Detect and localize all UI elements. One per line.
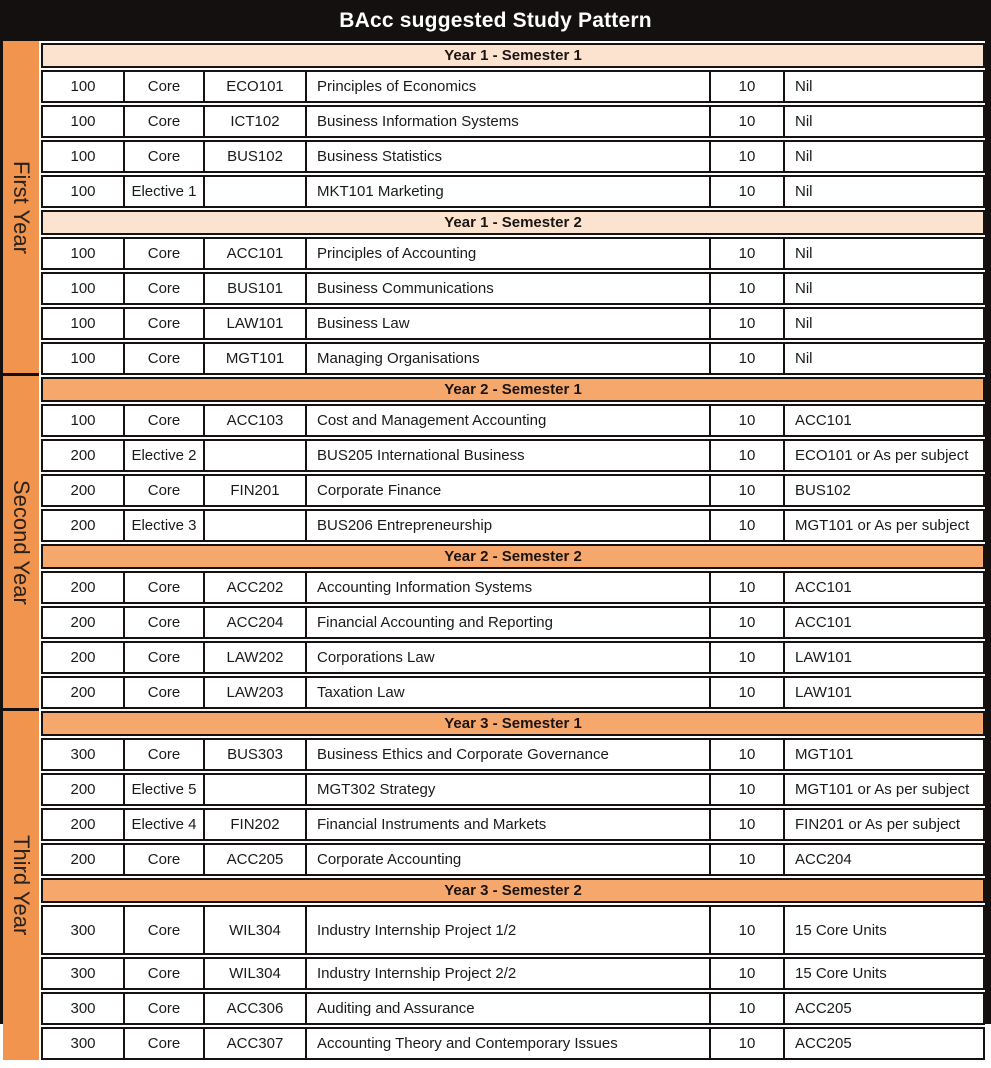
- cell-level: 300: [43, 907, 123, 953]
- cell-credits: 10: [711, 775, 783, 804]
- cell-type: Core: [125, 72, 203, 101]
- cell-level: 200: [43, 573, 123, 602]
- cell-type: Core: [125, 274, 203, 303]
- cell-level: 200: [43, 441, 123, 470]
- cell-unit-title: MGT302 Strategy: [307, 775, 709, 804]
- sidebar-section-second-year: [3, 376, 39, 708]
- sidebar-section-first-year: [3, 41, 39, 373]
- cell-unit-title: Corporate Finance: [307, 476, 709, 505]
- course-row-acc202: [41, 571, 985, 604]
- cell-prerequisite: 15 Core Units: [785, 959, 983, 988]
- cell-unit-title: MKT101 Marketing: [307, 177, 709, 206]
- cell-type: Elective 5: [125, 775, 203, 804]
- course-row-acc103: [41, 404, 985, 437]
- study-pattern-table: [39, 41, 985, 1064]
- cell-level: 300: [43, 994, 123, 1023]
- course-row-ict102: [41, 105, 985, 138]
- cell-code: WIL304: [205, 907, 305, 953]
- course-row-fin202: [41, 808, 985, 841]
- semester-header-year-2-semester-1: Year 2 - Semester 1: [41, 377, 985, 402]
- cell-credits: 10: [711, 406, 783, 435]
- cell-prerequisite: LAW101: [785, 678, 983, 707]
- cell-credits: 10: [711, 959, 783, 988]
- cell-prerequisite: Nil: [785, 72, 983, 101]
- course-row-fin201: [41, 474, 985, 507]
- cell-unit-title: Managing Organisations: [307, 344, 709, 373]
- cell-type: Core: [125, 309, 203, 338]
- cell-prerequisite: FIN201 or As per subject: [785, 810, 983, 839]
- cell-unit-title: BUS205 International Business: [307, 441, 709, 470]
- cell-level: 200: [43, 608, 123, 637]
- cell-code: LAW202: [205, 643, 305, 672]
- year-label: Third Year: [9, 835, 34, 936]
- cell-code: ACC307: [205, 1029, 305, 1058]
- cell-code: ICT102: [205, 107, 305, 136]
- cell-credits: 10: [711, 810, 783, 839]
- cell-prerequisite: BUS102: [785, 476, 983, 505]
- cell-credits: 10: [711, 142, 783, 171]
- cell-credits: 10: [711, 643, 783, 672]
- cell-credits: 10: [711, 845, 783, 874]
- course-row-mkt101-marketing: [41, 175, 985, 208]
- cell-code: BUS102: [205, 142, 305, 171]
- cell-type: Elective 3: [125, 511, 203, 540]
- course-row-wil304: [41, 957, 985, 990]
- cell-type: Core: [125, 643, 203, 672]
- cell-prerequisite: Nil: [785, 274, 983, 303]
- cell-type: Core: [125, 406, 203, 435]
- cell-level: 100: [43, 177, 123, 206]
- cell-prerequisite: ACC204: [785, 845, 983, 874]
- cell-prerequisite: MGT101: [785, 740, 983, 769]
- year-label: Second Year: [9, 479, 34, 605]
- year-label: First Year: [9, 160, 34, 254]
- cell-prerequisite: MGT101 or As per subject: [785, 775, 983, 804]
- cell-code: WIL304: [205, 959, 305, 988]
- cell-code: [205, 511, 305, 540]
- cell-unit-title: Taxation Law: [307, 678, 709, 707]
- cell-type: Core: [125, 239, 203, 268]
- cell-code: FIN201: [205, 476, 305, 505]
- cell-level: 300: [43, 740, 123, 769]
- course-row-eco101: [41, 70, 985, 103]
- cell-unit-title: Accounting Theory and Contemporary Issues: [307, 1029, 709, 1058]
- cell-level: 200: [43, 775, 123, 804]
- cell-code: BUS303: [205, 740, 305, 769]
- cell-code: BUS101: [205, 274, 305, 303]
- cell-type: Core: [125, 740, 203, 769]
- cell-type: Elective 1: [125, 177, 203, 206]
- cell-unit-title: Financial Instruments and Markets: [307, 810, 709, 839]
- document-body: [0, 41, 991, 1068]
- cell-unit-title: Business Statistics: [307, 142, 709, 171]
- cell-credits: 10: [711, 573, 783, 602]
- year-block-third-year: [41, 711, 985, 1060]
- cell-level: 200: [43, 845, 123, 874]
- cell-prerequisite: ACC205: [785, 1029, 983, 1058]
- cell-level: 200: [43, 810, 123, 839]
- cell-prerequisite: Nil: [785, 107, 983, 136]
- course-row-mgt101: [41, 342, 985, 375]
- cell-prerequisite: Nil: [785, 239, 983, 268]
- cell-unit-title: Business Law: [307, 309, 709, 338]
- cell-prerequisite: 15 Core Units: [785, 907, 983, 953]
- cell-unit-title: Corporate Accounting: [307, 845, 709, 874]
- cell-credits: 10: [711, 72, 783, 101]
- cell-code: ACC306: [205, 994, 305, 1023]
- cell-prerequisite: MGT101 or As per subject: [785, 511, 983, 540]
- cell-code: ACC204: [205, 608, 305, 637]
- cell-unit-title: Business Ethics and Corporate Governance: [307, 740, 709, 769]
- cell-code: FIN202: [205, 810, 305, 839]
- cell-type: Elective 4: [125, 810, 203, 839]
- course-row-acc205: [41, 843, 985, 876]
- cell-level: 200: [43, 476, 123, 505]
- cell-credits: 10: [711, 309, 783, 338]
- cell-type: Core: [125, 573, 203, 602]
- cell-credits: 10: [711, 994, 783, 1023]
- cell-code: MGT101: [205, 344, 305, 373]
- cell-level: 100: [43, 239, 123, 268]
- cell-code: ECO101: [205, 72, 305, 101]
- course-row-bus205-international-business: [41, 439, 985, 472]
- cell-type: Core: [125, 907, 203, 953]
- cell-unit-title: Principles of Accounting: [307, 239, 709, 268]
- cell-code: [205, 177, 305, 206]
- cell-level: 300: [43, 1029, 123, 1058]
- cell-prerequisite: ACC101: [785, 608, 983, 637]
- cell-credits: 10: [711, 239, 783, 268]
- cell-code: LAW203: [205, 678, 305, 707]
- cell-prerequisite: Nil: [785, 344, 983, 373]
- cell-unit-title: Business Communications: [307, 274, 709, 303]
- cell-level: 100: [43, 142, 123, 171]
- cell-credits: 10: [711, 344, 783, 373]
- cell-type: Core: [125, 476, 203, 505]
- cell-type: Core: [125, 142, 203, 171]
- cell-unit-title: Industry Internship Project 1/2: [307, 907, 709, 953]
- cell-code: [205, 441, 305, 470]
- semester-header-year-1-semester-2: Year 1 - Semester 2: [41, 210, 985, 235]
- cell-type: Core: [125, 994, 203, 1023]
- course-row-acc306: [41, 992, 985, 1025]
- cell-unit-title: Business Information Systems: [307, 107, 709, 136]
- cell-level: 100: [43, 274, 123, 303]
- cell-level: 100: [43, 107, 123, 136]
- cell-level: 200: [43, 511, 123, 540]
- course-row-wil304: [41, 905, 985, 955]
- cell-code: LAW101: [205, 309, 305, 338]
- cell-type: Core: [125, 608, 203, 637]
- cell-unit-title: Auditing and Assurance: [307, 994, 709, 1023]
- page-title: BAcc suggested Study Pattern: [0, 0, 991, 41]
- cell-code: ACC205: [205, 845, 305, 874]
- cell-code: ACC202: [205, 573, 305, 602]
- cell-credits: 10: [711, 511, 783, 540]
- cell-credits: 10: [711, 678, 783, 707]
- cell-credits: 10: [711, 1029, 783, 1058]
- sidebar-section-third-year: [3, 711, 39, 1060]
- cell-type: Core: [125, 107, 203, 136]
- cell-prerequisite: ACC101: [785, 406, 983, 435]
- cell-type: Core: [125, 959, 203, 988]
- cell-prerequisite: ACC205: [785, 994, 983, 1023]
- cell-level: 100: [43, 406, 123, 435]
- course-row-law203: [41, 676, 985, 709]
- cell-unit-title: Corporations Law: [307, 643, 709, 672]
- cell-level: 100: [43, 309, 123, 338]
- cell-type: Core: [125, 845, 203, 874]
- semester-header-year-3-semester-1: Year 3 - Semester 1: [41, 711, 985, 736]
- year-block-first-year: [41, 43, 985, 375]
- cell-credits: 10: [711, 740, 783, 769]
- course-row-acc204: [41, 606, 985, 639]
- cell-unit-title: Financial Accounting and Reporting: [307, 608, 709, 637]
- cell-unit-title: Principles of Economics: [307, 72, 709, 101]
- cell-type: Core: [125, 678, 203, 707]
- cell-level: 200: [43, 678, 123, 707]
- cell-prerequisite: LAW101: [785, 643, 983, 672]
- course-row-acc307: [41, 1027, 985, 1060]
- cell-credits: 10: [711, 441, 783, 470]
- course-row-bus102: [41, 140, 985, 173]
- cell-level: 100: [43, 344, 123, 373]
- cell-unit-title: Industry Internship Project 2/2: [307, 959, 709, 988]
- cell-credits: 10: [711, 907, 783, 953]
- course-row-acc101: [41, 237, 985, 270]
- cell-prerequisite: Nil: [785, 142, 983, 171]
- course-row-bus101: [41, 272, 985, 305]
- semester-header-year-2-semester-2: Year 2 - Semester 2: [41, 544, 985, 569]
- cell-level: 300: [43, 959, 123, 988]
- course-row-bus206-entrepreneurship: [41, 509, 985, 542]
- cell-level: 200: [43, 643, 123, 672]
- cell-level: 100: [43, 72, 123, 101]
- cell-type: Core: [125, 1029, 203, 1058]
- cell-prerequisite: ACC101: [785, 573, 983, 602]
- cell-prerequisite: Nil: [785, 177, 983, 206]
- cell-credits: 10: [711, 274, 783, 303]
- cell-unit-title: Cost and Management Accounting: [307, 406, 709, 435]
- cell-credits: 10: [711, 107, 783, 136]
- cell-prerequisite: Nil: [785, 309, 983, 338]
- cell-unit-title: BUS206 Entrepreneurship: [307, 511, 709, 540]
- cell-code: [205, 775, 305, 804]
- cell-code: ACC101: [205, 239, 305, 268]
- year-block-second-year: [41, 377, 985, 709]
- course-row-law202: [41, 641, 985, 674]
- cell-type: Elective 2: [125, 441, 203, 470]
- cell-unit-title: Accounting Information Systems: [307, 573, 709, 602]
- cell-prerequisite: ECO101 or As per subject: [785, 441, 983, 470]
- course-row-mgt302-strategy: [41, 773, 985, 806]
- cell-credits: 10: [711, 608, 783, 637]
- semester-header-year-3-semester-2: Year 3 - Semester 2: [41, 878, 985, 903]
- course-row-law101: [41, 307, 985, 340]
- semester-header-year-1-semester-1: Year 1 - Semester 1: [41, 43, 985, 68]
- cell-type: Core: [125, 344, 203, 373]
- cell-credits: 10: [711, 177, 783, 206]
- course-row-bus303: [41, 738, 985, 771]
- cell-code: ACC103: [205, 406, 305, 435]
- cell-credits: 10: [711, 476, 783, 505]
- year-sidebar: [3, 41, 39, 1060]
